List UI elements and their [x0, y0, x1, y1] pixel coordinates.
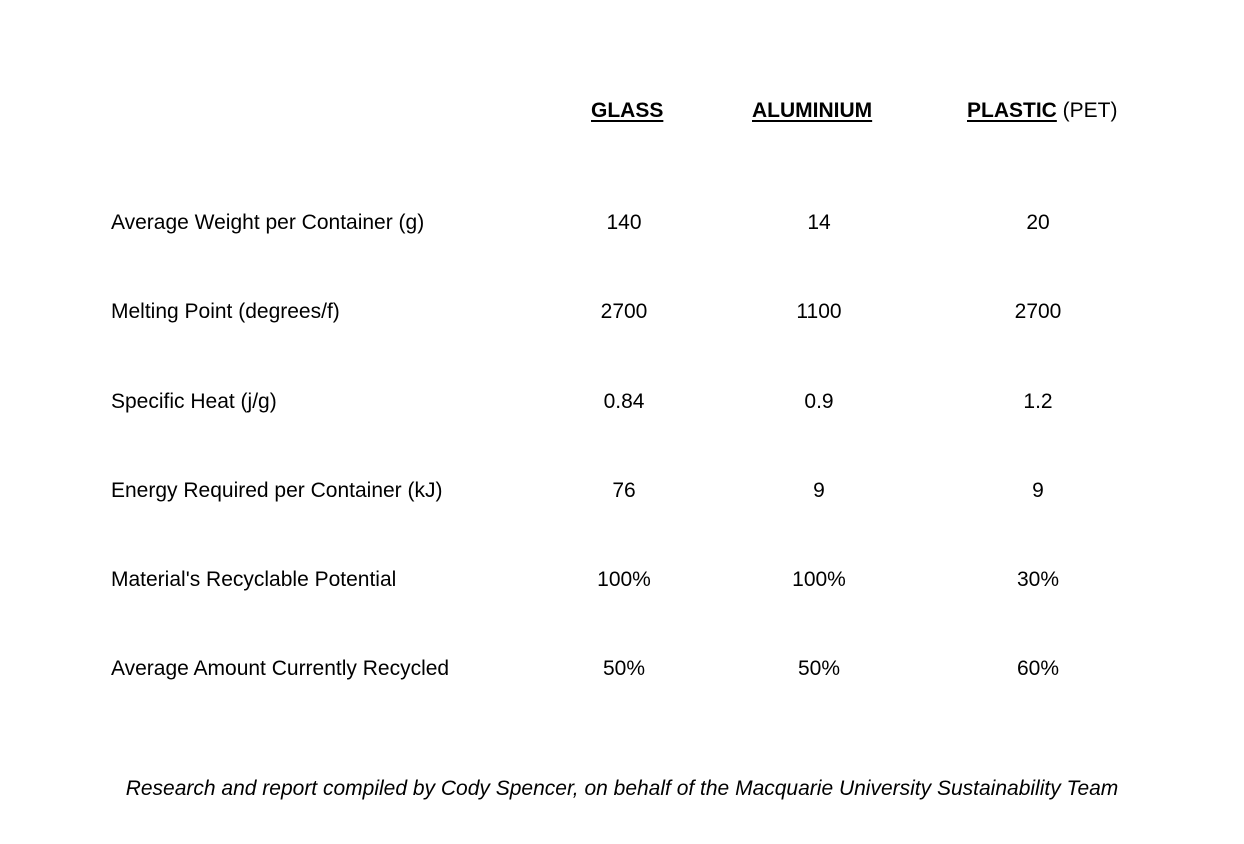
cell-glass-value: 0.84	[603, 390, 645, 413]
row-label: Specific Heat (j/g)	[111, 390, 277, 413]
column-header-suffix: (PET)	[1056, 99, 1118, 122]
row-label: Energy Required per Container (kJ)	[111, 479, 443, 502]
cell-plastic-value: 1.2	[1023, 390, 1053, 413]
table-row	[0, 565, 1244, 595]
cell-glass-value: 76	[612, 479, 636, 502]
table-row	[0, 208, 1244, 238]
column-header-name: GLASS	[591, 99, 664, 122]
footer-credit: Research and report compiled by Cody Spencer, on behalf of the Macquarie University Sustainability Team	[125, 777, 1119, 800]
cell-glass-value: 140	[606, 211, 642, 234]
cell-glass-value: 100%	[597, 568, 651, 591]
column-header-plastic	[967, 98, 1118, 124]
table-row	[0, 476, 1244, 506]
table-row	[0, 654, 1244, 684]
cell-aluminium-value: 1100	[796, 300, 842, 323]
cell-plastic-value: 30%	[1016, 568, 1060, 591]
cell-aluminium-value: 50%	[797, 657, 841, 680]
column-header-name: PLASTIC	[967, 99, 1057, 122]
table-row	[0, 387, 1244, 417]
cell-aluminium-value: 14	[807, 211, 831, 234]
cell-plastic-value: 9	[1032, 479, 1044, 502]
column-header-aluminium	[752, 98, 872, 124]
row-label: Average Weight per Container (g)	[111, 211, 425, 234]
cell-aluminium-value: 9	[813, 479, 825, 502]
cell-aluminium-value: 0.9	[804, 390, 834, 413]
cell-glass-value: 50%	[602, 657, 646, 680]
row-label: Material's Recyclable Potential	[111, 568, 397, 591]
row-label: Average Amount Currently Recycled	[111, 657, 450, 680]
row-label: Melting Point (degrees/f)	[111, 300, 340, 323]
cell-glass-value: 2700	[600, 300, 648, 323]
cell-aluminium-value: 100%	[792, 568, 846, 591]
cell-plastic-value: 60%	[1016, 657, 1060, 680]
column-header-glass	[591, 98, 663, 124]
cell-plastic-value: 20	[1026, 211, 1050, 234]
column-header-name: ALUMINIUM	[752, 99, 873, 122]
cell-plastic-value: 2700	[1014, 300, 1062, 323]
table-row	[0, 297, 1244, 327]
